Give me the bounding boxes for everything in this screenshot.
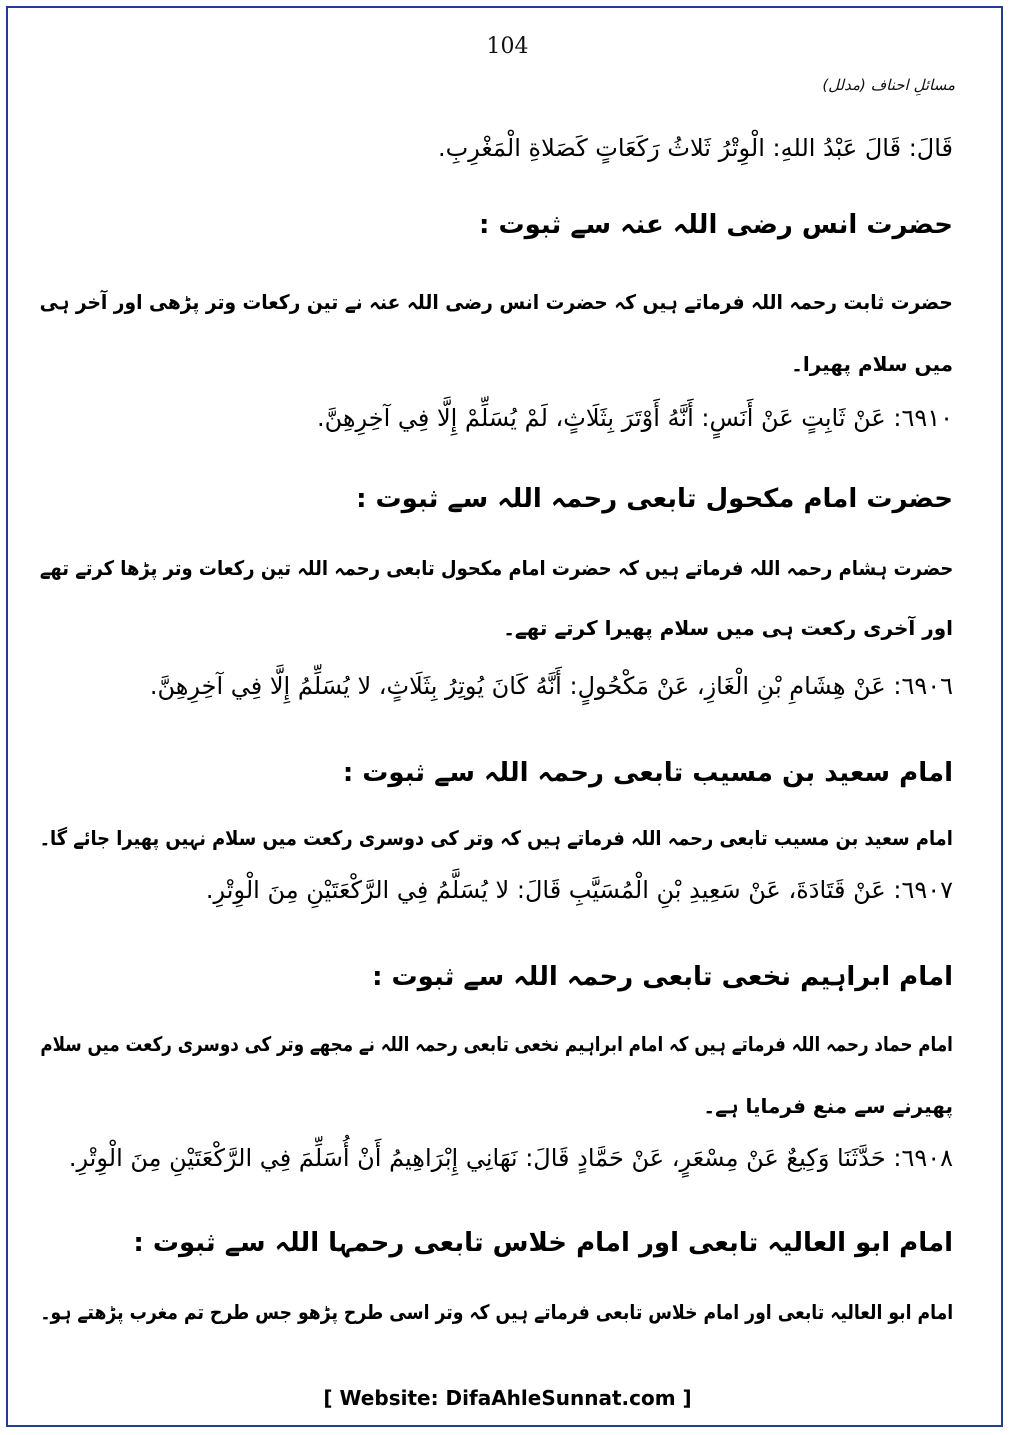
hadith-arabic-text: ٦٩١٠: عَنْ ثَابِتٍ عَنْ أَنَسٍ: أَنَّهُ أَوْتَرَ بِثَلَاثٍ، لَمْ يُسَلِّمْ إِلَّا فِي آخِرِهِنَّ. (316, 404, 953, 432)
page-number: 104 (486, 34, 529, 59)
section-text-line: امام ابو العالیہ تابعی اور امام خلاس تابعی فرماتے ہیں کہ وتر اسی طرح پڑھو جس طرح تم مغرب پڑھتے ہو۔ (40, 1300, 953, 1324)
section-text-line: پھیرنے سے منع فرمایا ہے۔ (703, 1094, 953, 1118)
website-footer: [ Website: DifaAhleSunnat.com ] (323, 1386, 692, 1410)
section-text-line: امام سعید بن مسیب تابعی رحمہ اللہ فرماتے ہیں کہ وتر کی دوسری رکعت میں سلام نہیں پھیرا جائے گا۔ (39, 826, 953, 850)
intro-arabic-text: قَالَ: قَالَ عَبْدُ اللهِ: الْوِتْرُ ثَلاثُ رَكَعَاتٍ كَصَلاةِ الْمَغْرِبِ. (437, 134, 953, 162)
section-text-line: میں سلام پھیرا۔ (791, 352, 953, 376)
section-heading: حضرت امام مکحول تابعی رحمہ اللہ سے ثبوت : (356, 484, 953, 514)
section-heading: امام سعید بن مسیب تابعی رحمہ اللہ سے ثبوت : (342, 758, 953, 788)
section-text-line: اور آخری رکعت ہی میں سلام پھیرا کرتے تھے۔ (503, 616, 953, 640)
section-text-line: امام حماد رحمہ اللہ فرماتے ہیں کہ امام ابراہیم نخعی تابعی رحمہ اللہ نے مجھے وتر کی دوسری رکعت میں سلام (40, 1032, 953, 1056)
section-text-line: حضرت ثابت رحمہ اللہ فرماتے ہیں کہ حضرت انس رضی اللہ عنہ نے تین رکعات وتر پڑھی اور آخر ہی (39, 290, 953, 314)
section-heading: امام ابو العالیہ تابعی اور امام خلاس تابعی رحمہا اللہ سے ثبوت : (133, 1228, 953, 1258)
hadith-arabic-text: ٦٩٠٧: عَنْ قَتَادَةَ، عَنْ سَعِيدِ بْنِ الْمُسَيَّبِ قَالَ: لا يُسَلَّمُ فِي الرَّكْعَتَيْنِ مِنَ الْوِتْرِ. (205, 876, 953, 904)
section-heading: امام ابراہیم نخعی تابعی رحمہ اللہ سے ثبوت : (372, 962, 953, 992)
hadith-arabic-text: ٦٩٠٨: حَدَّثَنَا وَكِيعٌ عَنْ مِسْعَرٍ، عَنْ حَمَّادٍ قَالَ: نَهَانِي إِبْرَاهِيمُ أَنْ أُسَلِّمَ فِي الرَّكْعَتَيْنِ مِنَ الْوِتْرِ. (68, 1144, 953, 1172)
section-text-line: حضرت ہشام رحمہ اللہ فرماتے ہیں کہ حضرت امام مکحول تابعی رحمہ اللہ تین رکعات وتر پڑھا کرتے تھے (39, 556, 953, 580)
running-head: مسائلِ احناف (مدلل) (822, 76, 955, 94)
hadith-arabic-text: ٦٩٠٦: عَنْ هِشَامِ بْنِ الْغَازِ، عَنْ مَكْحُولٍ: أَنَّهُ كَانَ يُوتِرُ بِثَلَاثٍ، لا يُسَلِّمُ إِلَّا فِي آخِرِهِنَّ. (149, 672, 953, 700)
section-heading: حضرت انس رضی اللہ عنہ سے ثبوت : (479, 210, 953, 240)
